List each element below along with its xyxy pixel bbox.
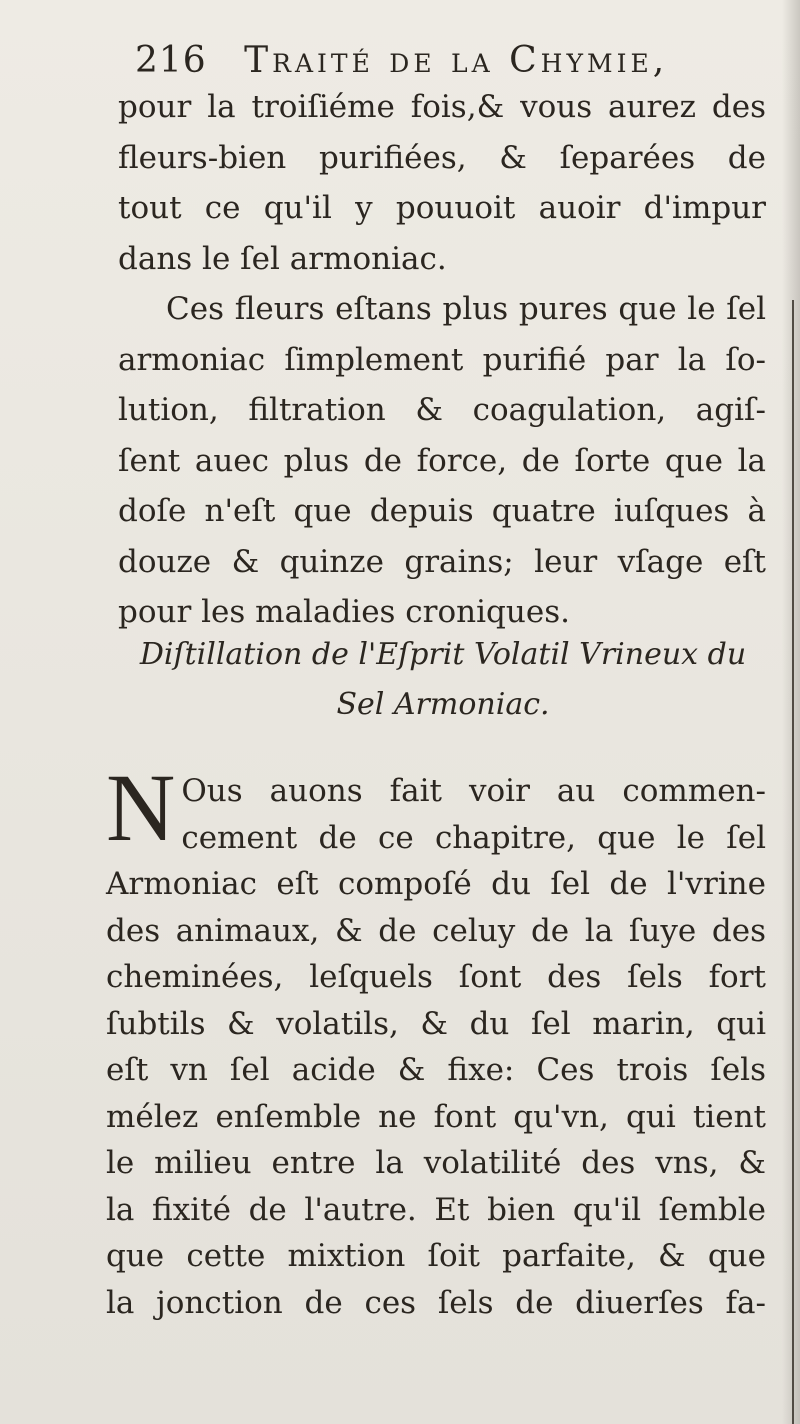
text-block-top bbox=[118, 82, 766, 638]
text-line: fleurs-bien purifiées, & ſeparées de bbox=[118, 139, 766, 176]
text-line: le milieu entre la volatilité des vns, & bbox=[106, 1145, 766, 1181]
text-line: la fixité de l'autre. Et bien qu'il ſemble bbox=[106, 1191, 766, 1228]
text-line: la jonction de ces ſels de diuerſes fa- bbox=[106, 1284, 766, 1321]
text-block-bottom bbox=[106, 754, 766, 1326]
heading-line: Sel Armoniac. bbox=[336, 687, 550, 722]
text-line: tout ce qu'il y pouuoit auoir d'impur bbox=[118, 190, 766, 226]
text-line: armoniac ſimplement purifié par la ſo- bbox=[118, 341, 766, 378]
text-line: ſubtils & volatils, & du ſel marin, qui bbox=[106, 1005, 766, 1042]
text-line: eſt vn ſel acide & fixe: Ces trois ſels bbox=[106, 1052, 766, 1088]
running-head bbox=[135, 40, 775, 81]
page-number: 216 bbox=[135, 40, 207, 81]
text-line: lution, filtration & coagulation, agiſ- bbox=[118, 392, 766, 428]
text-line: pour la troiſiéme fois,& vous aurez des bbox=[118, 89, 766, 125]
page-edge-shadow bbox=[782, 0, 800, 1424]
text-line: Armoniac eſt compoſé du ſel de l'vrine bbox=[106, 866, 766, 902]
running-title: Traité de la Chymie, bbox=[244, 40, 669, 81]
heading-line: Diſtillation de l'Eſprit Volatil Vrineux du bbox=[139, 637, 747, 672]
text-line: ſent auec plus de force, de ſorte que la bbox=[118, 442, 766, 479]
text-line: que cette mixtion ſoit parfaite, & que bbox=[106, 1238, 766, 1274]
text-line: pour les maladies croniques. bbox=[118, 594, 570, 630]
text-line: douze & quinze grains; leur vſage eſt bbox=[118, 543, 766, 580]
drop-cap: N bbox=[106, 754, 176, 861]
page-edge-line bbox=[792, 300, 794, 1424]
text-line: cheminées, leſquels ſont des ſels fort bbox=[106, 959, 766, 995]
text-line: Ces fleurs eſtans plus pures que le ſel bbox=[166, 291, 766, 327]
text-line: Ous auons fait voir au commen- bbox=[181, 773, 766, 809]
text-line: cement de ce chapitre, que le ſel bbox=[181, 819, 766, 856]
text-line: doſe n'eſt que depuis quatre iuſques à bbox=[118, 493, 766, 529]
section-heading bbox=[118, 630, 768, 730]
text-line: dans le ſel armoniac. bbox=[118, 240, 447, 277]
text-line: mélez enſemble ne font qu'vn, qui tient bbox=[106, 1098, 766, 1135]
text-line: des animaux, & de celuy de la ſuye des bbox=[106, 912, 766, 949]
